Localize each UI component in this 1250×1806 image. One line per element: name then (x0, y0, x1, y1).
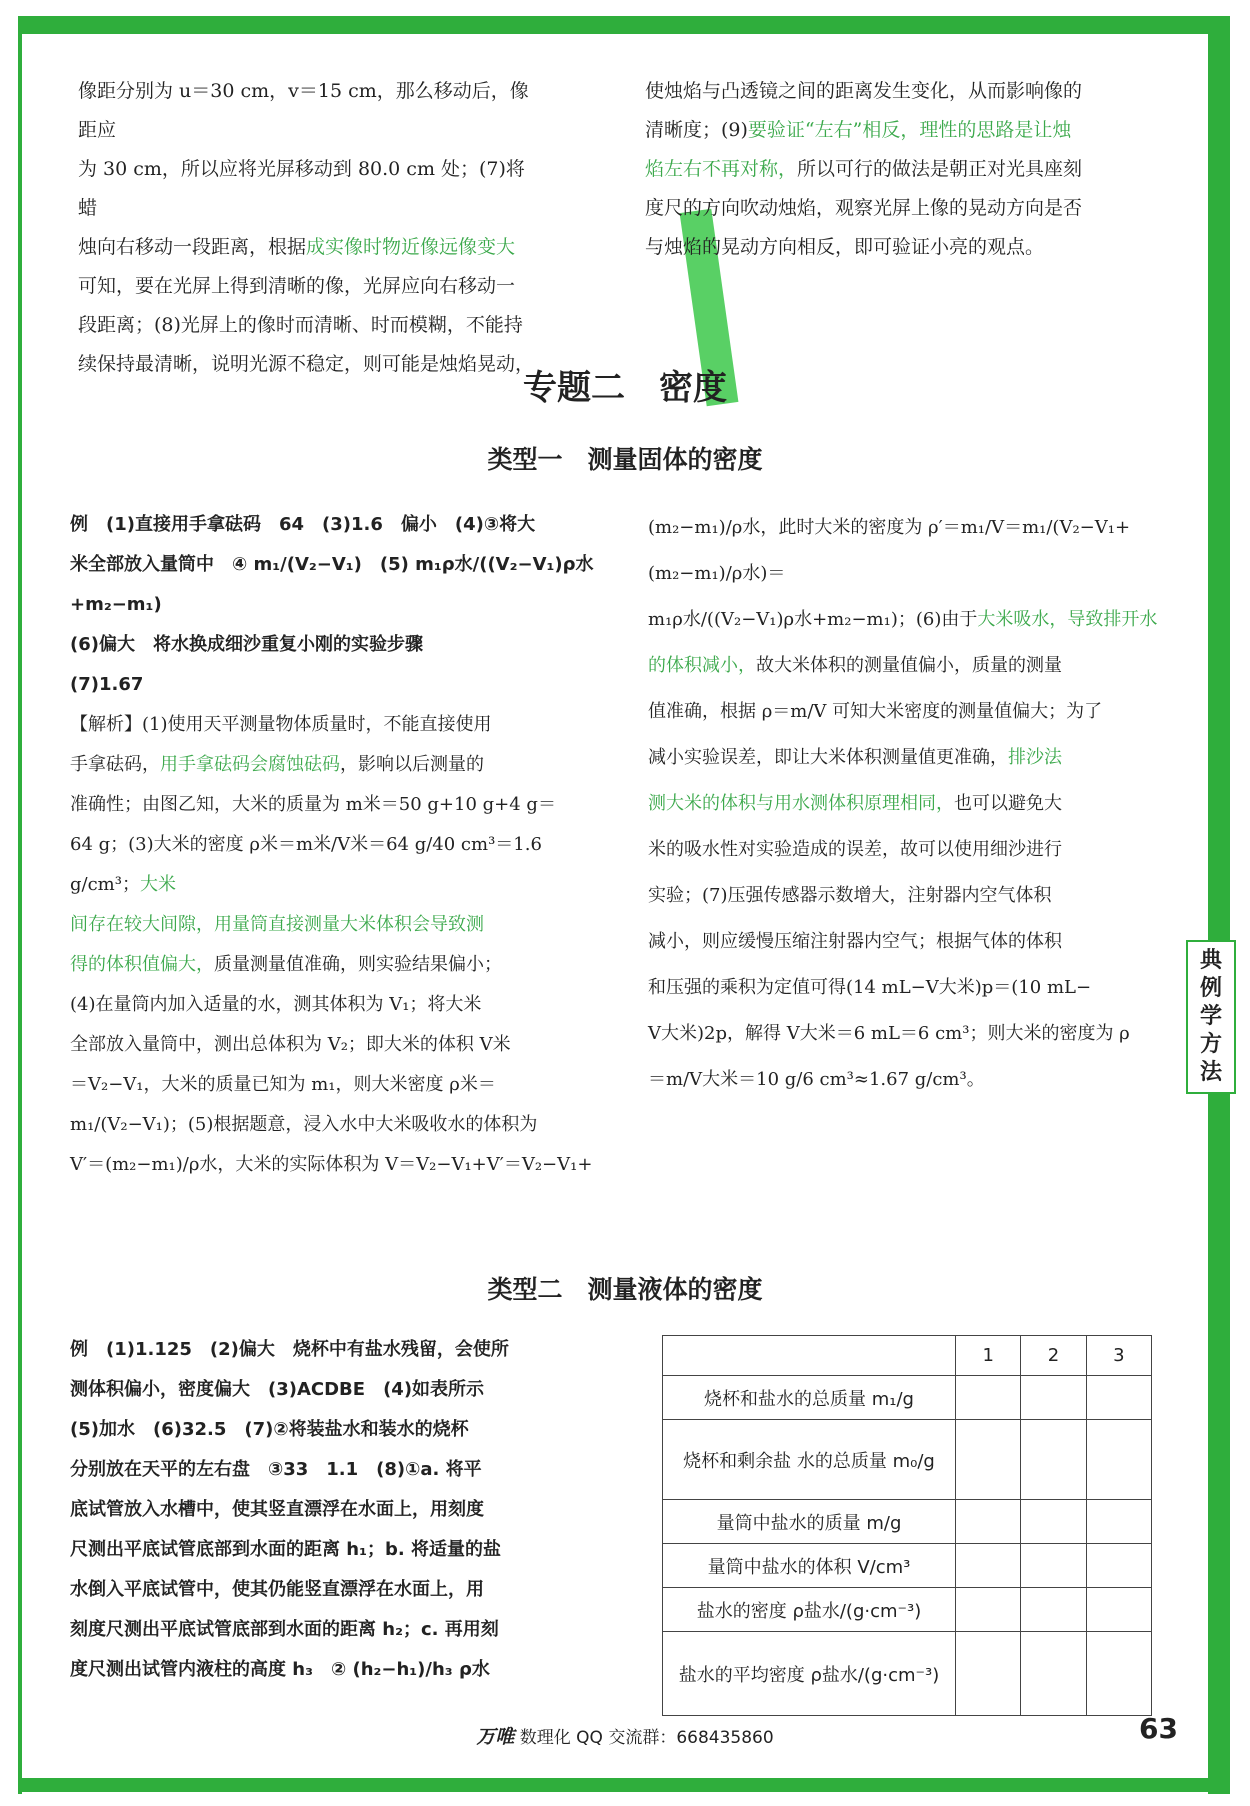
table-cell: 1 (956, 1336, 1021, 1376)
brand-logo: 万唯 (476, 1726, 515, 1748)
table-row (663, 1632, 1152, 1716)
answer-line: 底试管放入水槽中，使其竖直漂浮在水面上，用刻度 (70, 1499, 484, 1520)
answer-line: (5)加水 (6)32.5 (7)②将装盐水和装水的烧杯 (70, 1419, 469, 1440)
text-line: 的体积减小，故大米体积的测量值偏小，质量的测量 (648, 655, 1062, 676)
text-line: 可知，要在光屏上得到清晰的像，光屏应向右移动一 (78, 275, 516, 297)
answer-line: 例 (1)1.125 (2)偏大 烧杯中有盐水残留，会使所 (70, 1339, 509, 1360)
text-line: (4)在量筒内加入适量的水，测其体积为 V₁；将大米 (70, 994, 482, 1015)
side-tab-char: 例 (1199, 976, 1222, 1001)
table-cell: 盐水的密度 ρ盐水/(g·cm⁻³) (663, 1588, 956, 1632)
table-cell: 量筒中盐水的体积 V/cm³ (663, 1544, 956, 1588)
table-cell (663, 1336, 956, 1376)
text-line: 和压强的乘积为定值可得(14 mL−V大米)p＝(10 mL− (648, 977, 1092, 998)
answer-line: (6)偏大 将水换成细沙重复小刚的实验步骤 (70, 634, 423, 655)
text-line: 清晰度；(9)要验证“左右”相反，理性的思路是让烛 (645, 119, 1072, 141)
answer-line: 米全部放入量筒中 ④ m₁/(V₂−V₁) (5) m₁ρ水/((V₂−V₁)ρ水+m₂−m₁) (70, 554, 594, 615)
table-cell: 烧杯和剩余盐 水的总质量 m₀/g (663, 1420, 956, 1500)
text-line: 烛向右移动一段距离，根据成实像时物近像远像变大 (78, 236, 516, 258)
text-line: 值准确，根据 ρ＝m/V 可知大米密度的测量值偏大；为了 (648, 701, 1103, 722)
type1-title: 类型一 测量固体的密度 (487, 445, 763, 474)
text-line: 像距分别为 u＝30 cm，v＝15 cm，那么移动后，像距应 (78, 80, 529, 141)
frame-left (18, 16, 22, 1794)
table-row (663, 1376, 1152, 1420)
data-table (662, 1335, 1152, 1716)
text-line: m₁/(V₂−V₁)；(5)根据题意，浸入水中大米吸收水的体积为 (70, 1114, 538, 1135)
text-line: 使烛焰与凸透镜之间的距离发生变化，从而影响像的 (645, 80, 1083, 102)
answer-line: 例 (1)直接用手拿砝码 64 (3)1.6 偏小 (4)③将大 (70, 514, 536, 535)
text-line: 得的体积值偏大，质量测量值准确，则实验结果偏小； (70, 954, 502, 975)
answer-line: 刻度尺测出平底试管底部到水面的距离 h₂；c. 再用刻 (70, 1619, 499, 1640)
frame-top (18, 16, 1230, 34)
text-line: 减小实验误差，即让大米体积测量值更准确，排沙法 (648, 747, 1062, 768)
page-number: 63 (1139, 1712, 1178, 1745)
text-line: (m₂−m₁)/ρ水，此时大米的密度为 ρ′＝m₁/V＝m₁/(V₂−V₁+(m₂−m₁)/ρ水)＝ (648, 517, 1131, 584)
text-line: 【解析】(1)使用天平测量物体质量时，不能直接使用 (70, 714, 492, 735)
text-line: 度尺的方向吹动烛焰，观察光屏上像的晃动方向是否 (645, 197, 1083, 219)
table-cell: 盐水的平均密度 ρ盐水/(g·cm⁻³) (663, 1632, 956, 1716)
topic-title: 专题二 密度 (523, 368, 727, 408)
section1-left-column (70, 505, 600, 1185)
text-line: 准确性；由图乙知，大米的质量为 m米＝50 g+10 g+4 g＝ (70, 794, 556, 815)
text-line: 焰左右不再对称，所以可行的做法是朝正对光具座刻 (645, 158, 1083, 180)
table-row (663, 1420, 1152, 1500)
answer-line: 尺测出平底试管底部到水面的距离 h₁；b. 将适量的盐 (70, 1539, 501, 1560)
top-right-column (645, 72, 1115, 267)
text-line: 测大米的体积与用水测体积原理相同，也可以避免大 (648, 793, 1062, 814)
text-line: 间存在较大间隙，用量筒直接测量大米体积会导致测 (70, 914, 484, 935)
text-line: ＝V₂−V₁，大米的质量已知为 m₁，则大米密度 ρ米＝ (70, 1074, 496, 1095)
table-cell: 烧杯和盐水的总质量 m₁/g (663, 1376, 956, 1420)
text-line: V大米)2p，解得 V大米＝6 mL＝6 cm³；则大米的密度为 ρ (648, 1023, 1130, 1044)
side-tab-char: 学 (1199, 1004, 1222, 1029)
top-left-column (78, 72, 538, 384)
answer-line: 水倒入平底试管中，使其仍能竖直漂浮在水面上，用 (70, 1579, 484, 1600)
table-row (663, 1544, 1152, 1588)
side-tab (1186, 940, 1236, 1094)
side-tab-char: 典 (1199, 948, 1222, 973)
answer-line: 测体积偏小，密度偏大 (3)ACDBE (4)如表所示 (70, 1379, 485, 1400)
table-cell: 2 (1021, 1336, 1086, 1376)
table-cell: 量筒中盐水的质量 m/g (663, 1500, 956, 1544)
text-line: 减小，则应缓慢压缩注射器内空气；根据气体的体积 (648, 931, 1062, 952)
text-line: 米的吸水性对实验造成的误差，故可以使用细沙进行 (648, 839, 1062, 860)
frame-right (1208, 16, 1230, 1794)
text-line: 全部放入量筒中，测出总体积为 V₂；即大米的体积 V米 (70, 1034, 511, 1055)
footer (0, 1722, 1250, 1749)
answer-line: 分别放在天平的左右盘 ③33 1.1 (8)①a. 将平 (70, 1459, 482, 1480)
text-line: 为 30 cm，所以应将光屏移动到 80.0 cm 处；(7)将蜡 (78, 158, 525, 219)
footer-text: 数理化 QQ 交流群：668435860 (519, 1728, 774, 1748)
type2-title: 类型二 测量液体的密度 (487, 1275, 763, 1304)
text-line: 实验；(7)压强传感器示数增大，注射器内空气体积 (648, 885, 1052, 906)
text-line: 与烛焰的晃动方向相反，即可验证小亮的观点。 (645, 236, 1045, 258)
answer-line: (7)1.67 (70, 674, 144, 695)
table-row (663, 1500, 1152, 1544)
side-tab-char: 方 (1199, 1032, 1222, 1057)
section1-right-column (648, 505, 1168, 1103)
answer-line: 度尺测出试管内液柱的高度 h₃ ② (h₂−h₁)/h₃ ρ水 (70, 1659, 490, 1680)
text-line: V′＝(m₂−m₁)/ρ水，大米的实际体积为 V＝V₂−V₁+V′＝V₂−V₁+ (70, 1154, 593, 1175)
table-row (663, 1336, 1152, 1376)
side-tab-char: 法 (1199, 1060, 1222, 1085)
text-line: m₁ρ水/((V₂−V₁)ρ水+m₂−m₁)；(6)由于大米吸水，导致排开水 (648, 609, 1158, 630)
text-line: 段距离；(8)光屏上的像时而清晰、时而模糊，不能持 (78, 314, 523, 336)
text-line: ＝m/V大米＝10 g/6 cm³≈1.67 g/cm³。 (648, 1069, 985, 1090)
section2-left-column (70, 1330, 610, 1690)
frame-bottom (18, 1778, 1230, 1792)
text-line: 续保持最清晰，说明光源不稳定，则可能是烛焰晃动， (78, 353, 535, 375)
table-cell: 3 (1086, 1336, 1151, 1376)
text-line: 手拿砝码，用手拿砝码会腐蚀砝码，影响以后测量的 (70, 754, 484, 775)
table-row (663, 1588, 1152, 1632)
text-line: 64 g；(3)大米的密度 ρ米＝m米/V米＝64 g/40 cm³＝1.6 g/cm³；大米 (70, 834, 542, 895)
